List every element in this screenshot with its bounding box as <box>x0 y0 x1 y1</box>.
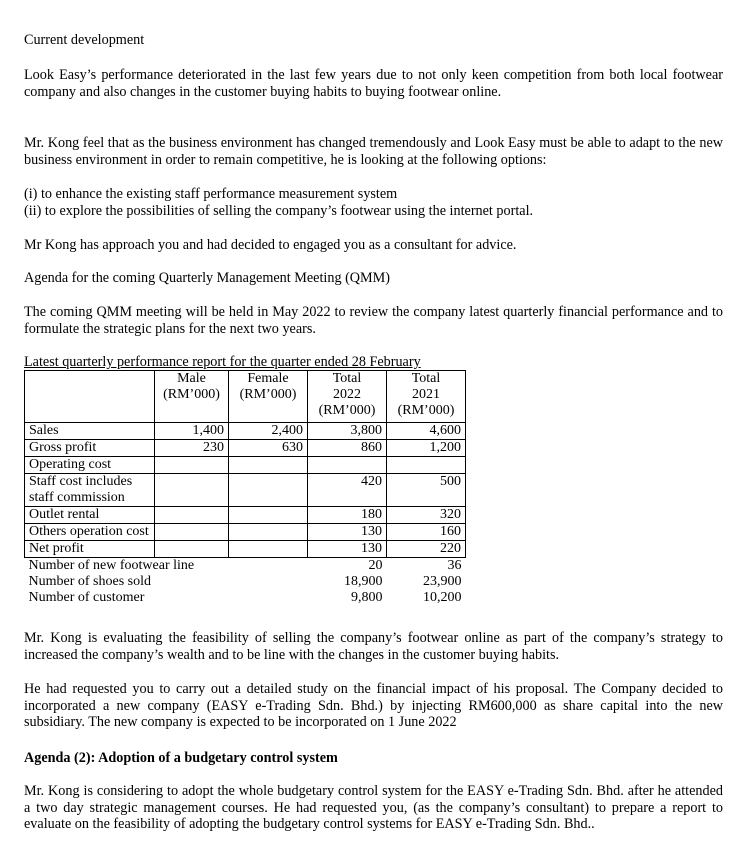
kong-feel-paragraph: Mr. Kong feel that as the business environment has changed tremendously and Look Easy must be able to adapt to the new business environment in order to remain competitive, he is looking at the following options: <box>24 135 723 168</box>
table-extra-row: Number of shoes sold 18,900 23,900 <box>28 574 462 589</box>
header-female: Female (RM’000) <box>229 371 308 423</box>
online-paragraph: Mr. Kong is evaluating the feasibility of selling the company’s footwear online as part of the company’s strategy to increased the company’s wealth and to be line with the changes in the customer buying habits. <box>24 630 723 663</box>
performance-table <box>24 370 466 606</box>
qmm-agenda-heading: Agenda for the coming Quarterly Management Meeting (QMM) <box>24 270 391 286</box>
qmm-paragraph: The coming QMM meeting will be held in May 2022 to review the company latest quarterly financial performance and to formulate the strategic plans for the next two years. <box>24 304 723 337</box>
consultant-paragraph: Mr Kong has approach you and had decided to engaged you as a consultant for advice. <box>24 237 517 253</box>
table-header-row <box>25 371 466 423</box>
header-total-2021: Total 2021 (RM’000) <box>387 371 466 423</box>
current-development-heading: Current development <box>24 32 145 48</box>
table-row: Gross profit 230 630 860 1,200 <box>25 440 466 457</box>
header-total-2022: Total 2022 (RM’000) <box>308 371 387 423</box>
performance-paragraph: Look Easy’s performance deteriorated in the last few years due to not only keen competition from both local footwear company and also changes in the customer buying habits to buying footwear online. <box>24 67 723 100</box>
header-male: Male (RM’000) <box>155 371 229 423</box>
agenda2-heading: Agenda (2): Adoption of a budgetary control system <box>24 750 338 766</box>
header-blank <box>25 371 155 423</box>
table-extra-row: Number of new footwear line 20 36 <box>28 558 462 573</box>
table-row: Outlet rental 180 320 <box>25 507 466 524</box>
table-row: Sales 1,400 2,400 3,800 4,600 <box>25 423 466 440</box>
option-2: (ii) to explore the possibilities of selling the company’s footwear using the internet portal. <box>24 203 534 219</box>
table-row: Operating cost <box>25 457 466 474</box>
table-extra-row: Number of customer 9,800 10,200 <box>28 590 462 605</box>
study-paragraph: He had requested you to carry out a detailed study on the financial impact of his proposal. The Company decided to incorporated a new company (EASY e-Trading Sdn. Bhd.) by injecting RM600,000 as share capital into the new subsidiary. The new company is expected to be incorporated on 1 June 2022 <box>24 681 723 730</box>
table-row: Net profit 130 220 <box>25 541 466 558</box>
option-1: (i) to enhance the existing staff performance measurement system <box>24 186 398 202</box>
table-row: Others operation cost 130 160 <box>25 524 466 541</box>
table-caption: Latest quarterly performance report for the quarter ended 28 February <box>24 354 421 370</box>
table-row: Staff cost includes staff commission 420 500 <box>25 474 466 507</box>
budgetary-paragraph: Mr. Kong is considering to adopt the whole budgetary control system for the EASY e-Trading Sdn. Bhd. after he attended a two day strategic management courses. He had requested you, (as the company’s consultant) to prepare a report to evaluate on the feasibility of adopting the budgetary control systems for EASY e-Trading Sdn. Bhd.. <box>24 783 723 832</box>
